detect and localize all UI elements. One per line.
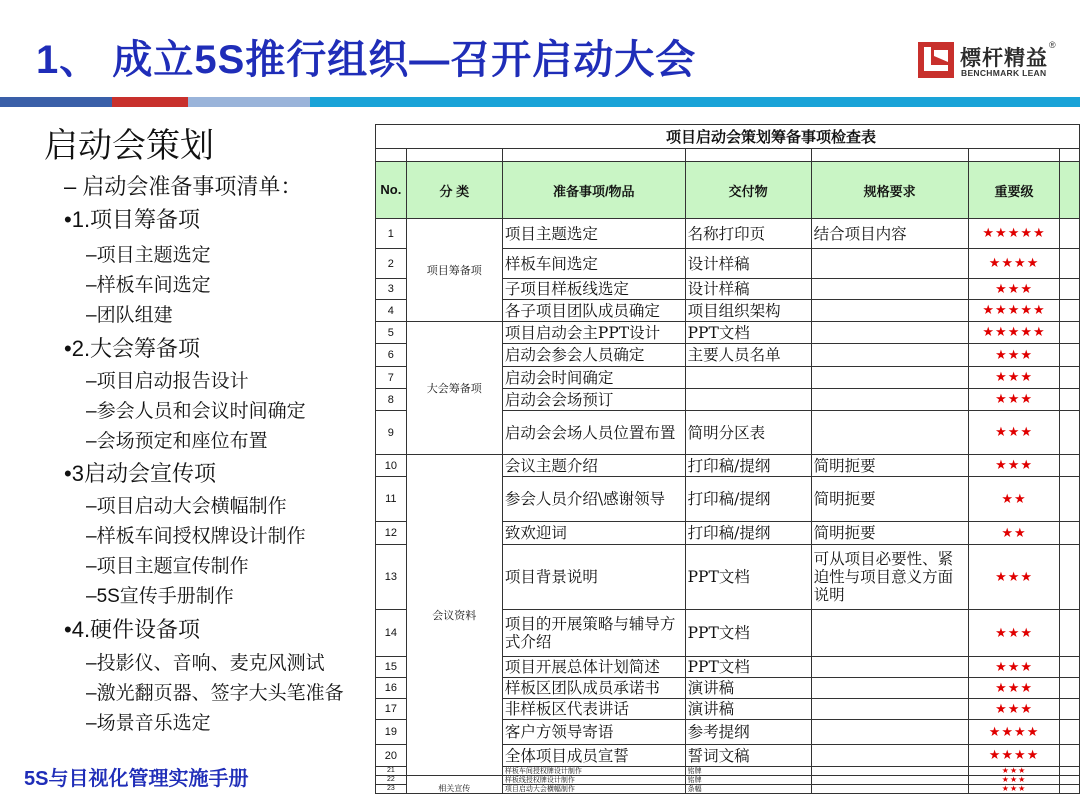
importance-stars: ★★★★ — [968, 249, 1059, 279]
table-spacer-row — [376, 149, 1080, 162]
checklist-table-container — [375, 124, 1080, 811]
spec-cell — [811, 745, 968, 767]
importance-stars: ★★ — [968, 477, 1059, 522]
importance-stars: ★★★ — [968, 367, 1059, 389]
deliverable-cell: 誓词文稿 — [685, 745, 811, 767]
importance-stars: ★★★ — [968, 699, 1059, 720]
checklist-item: –项目启动大会横幅制作 — [86, 496, 287, 517]
item-cell: 客户方领导寄语 — [502, 720, 685, 745]
deliverable-cell: 打印稿/提纲 — [685, 522, 811, 545]
row-number: 3 — [376, 279, 407, 300]
row-number: 2 — [376, 249, 407, 279]
extra-cell — [1060, 745, 1080, 767]
deliverable-cell: PPT文档 — [685, 657, 811, 678]
header-cell-extra — [1060, 162, 1080, 219]
extra-cell — [1060, 411, 1080, 455]
item-cell: 项目的开展策略与辅导方式介绍 — [502, 610, 685, 657]
deliverable-cell: 演讲稿 — [685, 699, 811, 720]
row-number: 14 — [376, 610, 407, 657]
extra-cell — [1060, 249, 1080, 279]
importance-stars: ★★★ — [968, 344, 1059, 367]
row-number: 5 — [376, 322, 407, 344]
item-cell: 样板线授权牌设计制作 — [502, 776, 685, 785]
extra-cell — [1060, 678, 1080, 699]
extra-cell — [1060, 545, 1080, 610]
extra-cell — [1060, 720, 1080, 745]
extra-cell — [1060, 767, 1080, 776]
row-number: 17 — [376, 699, 407, 720]
header-cell: No. — [376, 162, 407, 219]
importance-stars: ★★★ — [968, 678, 1059, 699]
spec-cell — [811, 720, 968, 745]
checklist-item: –样板车间授权牌设计制作 — [86, 526, 306, 547]
item-cell: 项目启动大会横幅制作 — [502, 785, 685, 794]
logo-chinese-text: 標杆精益 — [960, 47, 1048, 70]
spec-cell — [811, 657, 968, 678]
importance-stars: ★★★ — [968, 545, 1059, 610]
slide-title: 1、 成立5S推行组织—召开启动大会 — [36, 38, 697, 82]
importance-stars: ★★★ — [968, 455, 1059, 477]
spacer-cell — [376, 149, 407, 162]
item-cell: 项目主题选定 — [502, 219, 685, 249]
spec-cell — [811, 279, 968, 300]
deliverable-cell: 条幅 — [685, 785, 811, 794]
header-cell: 交付物 — [685, 162, 811, 219]
extra-cell — [1060, 389, 1080, 411]
importance-stars: ★★★★ — [968, 745, 1059, 767]
extra-cell — [1060, 279, 1080, 300]
checklist-item: –投影仪、音响、麦克风测试 — [86, 653, 325, 674]
checklist-item: •4.硬件设备项 — [64, 617, 201, 642]
table-title: 项目启动会策划筹备事项检查表 — [376, 125, 1080, 149]
item-cell: 样板区团队成员承诺书 — [502, 678, 685, 699]
spec-cell: 可从项目必要性、紧迫性与项目意义方面说明 — [811, 545, 968, 610]
spec-cell — [811, 776, 968, 785]
item-cell: 启动会时间确定 — [502, 367, 685, 389]
spec-cell — [811, 249, 968, 279]
item-cell: 启动会会场人员位置布置 — [502, 411, 685, 455]
row-number: 13 — [376, 545, 407, 610]
spacer-cell — [1060, 149, 1080, 162]
table-row — [376, 776, 1080, 785]
row-number: 16 — [376, 678, 407, 699]
item-cell: 启动会会场预订 — [502, 389, 685, 411]
deliverable-cell: 设计样稿 — [685, 279, 811, 300]
extra-cell — [1060, 699, 1080, 720]
extra-cell — [1060, 344, 1080, 367]
table-row — [376, 219, 1080, 249]
header-cell: 重要级 — [968, 162, 1059, 219]
importance-stars: ★★ — [968, 522, 1059, 545]
header-cell: 规格要求 — [811, 162, 968, 219]
row-number: 11 — [376, 477, 407, 522]
extra-cell — [1060, 657, 1080, 678]
item-cell: 参会人员介绍\感谢领导 — [502, 477, 685, 522]
row-number: 4 — [376, 300, 407, 322]
extra-cell — [1060, 219, 1080, 249]
checklist-item: –项目启动报告设计 — [86, 371, 249, 392]
spec-cell — [811, 367, 968, 389]
deliverable-cell: 铭牌 — [685, 767, 811, 776]
row-number: 20 — [376, 745, 407, 767]
deliverable-cell: PPT文档 — [685, 322, 811, 344]
item-cell: 启动会参会人员确定 — [502, 344, 685, 367]
footer-manual-title: 5S与目视化管理实施手册 — [24, 768, 249, 790]
checklist-item: –场景音乐选定 — [86, 713, 211, 734]
table-row — [376, 455, 1080, 477]
spec-cell — [811, 785, 968, 794]
spacer-cell — [685, 149, 811, 162]
importance-stars: ★★★ — [968, 785, 1059, 794]
importance-stars: ★★★★ — [968, 720, 1059, 745]
deliverable-cell: 打印稿/提纲 — [685, 455, 811, 477]
row-number: 23 — [376, 785, 407, 794]
extra-cell — [1060, 776, 1080, 785]
checklist-item: –样板车间选定 — [86, 275, 211, 296]
item-cell: 项目背景说明 — [502, 545, 685, 610]
item-cell: 样板车间授权牌设计制作 — [502, 767, 685, 776]
deliverable-cell — [685, 367, 811, 389]
deliverable-cell: PPT文档 — [685, 610, 811, 657]
logo-mark-icon — [918, 42, 954, 78]
spec-cell — [811, 300, 968, 322]
spec-cell: 简明扼要 — [811, 477, 968, 522]
spec-cell: 简明扼要 — [811, 455, 968, 477]
item-cell: 各子项目团队成员确定 — [502, 300, 685, 322]
spec-cell — [811, 767, 968, 776]
spacer-cell — [502, 149, 685, 162]
deliverable-cell: 简明分区表 — [685, 411, 811, 455]
spec-cell — [811, 699, 968, 720]
registered-mark: ® — [1049, 40, 1056, 50]
deliverable-cell: 设计样稿 — [685, 249, 811, 279]
checklist-item: –会场预定和座位布置 — [86, 431, 268, 452]
deliverable-cell — [685, 389, 811, 411]
importance-stars: ★★★★★ — [968, 219, 1059, 249]
checklist-item: –5S宣传手册制作 — [86, 586, 234, 607]
item-cell: 样板车间选定 — [502, 249, 685, 279]
spacer-cell — [811, 149, 968, 162]
spec-cell — [811, 678, 968, 699]
extra-cell — [1060, 477, 1080, 522]
deliverable-cell: 参考提纲 — [685, 720, 811, 745]
table-header-row — [376, 162, 1080, 219]
checklist-item: •2.大会筹备项 — [64, 336, 201, 361]
extra-cell — [1060, 610, 1080, 657]
logo-english-text: BENCHMARK LEAN — [961, 68, 1047, 78]
deliverable-cell: 铭牌 — [685, 776, 811, 785]
header-cell: 分 类 — [406, 162, 502, 219]
deliverable-cell: 项目组织架构 — [685, 300, 811, 322]
header-cell: 准备事项/物品 — [502, 162, 685, 219]
spacer-cell — [406, 149, 502, 162]
item-cell: 子项目样板线选定 — [502, 279, 685, 300]
header-bar-segment-2 — [112, 97, 188, 107]
checklist-item: –激光翻页器、签字大头笔准备 — [86, 683, 344, 704]
checklist-item: –参会人员和会议时间确定 — [86, 401, 306, 422]
spec-cell — [811, 322, 968, 344]
spec-cell: 简明扼要 — [811, 522, 968, 545]
table-title-row — [376, 125, 1080, 149]
deliverable-cell: PPT文档 — [685, 545, 811, 610]
item-cell: 会议主题介绍 — [502, 455, 685, 477]
extra-cell — [1060, 522, 1080, 545]
header-bar-segment-4 — [310, 97, 1080, 107]
category-cell: 会议资料 — [406, 455, 502, 776]
importance-stars: ★★★ — [968, 389, 1059, 411]
spec-cell: 结合项目内容 — [811, 219, 968, 249]
row-number: 19 — [376, 720, 407, 745]
spec-cell — [811, 389, 968, 411]
section-heading: 启动会策划 — [44, 127, 214, 165]
row-number: 12 — [376, 522, 407, 545]
header-bar-segment-1 — [0, 97, 112, 107]
spec-cell — [811, 411, 968, 455]
extra-cell — [1060, 367, 1080, 389]
checklist-table — [375, 124, 1080, 794]
row-number: 7 — [376, 367, 407, 389]
checklist-item: •1.项目筹备项 — [64, 207, 201, 232]
importance-stars: ★★★★★ — [968, 300, 1059, 322]
importance-stars: ★★★ — [968, 411, 1059, 455]
row-number: 15 — [376, 657, 407, 678]
importance-stars: ★★★ — [968, 767, 1059, 776]
row-number: 8 — [376, 389, 407, 411]
spec-cell — [811, 610, 968, 657]
benchmark-lean-logo — [918, 40, 1058, 84]
row-number: 1 — [376, 219, 407, 249]
item-cell: 致欢迎词 — [502, 522, 685, 545]
checklist-item: – 启动会准备事项清单： — [64, 174, 303, 199]
deliverable-cell: 演讲稿 — [685, 678, 811, 699]
checklist-item: •3启动会宣传项 — [64, 461, 216, 486]
category-cell: 相关宣传 — [406, 776, 502, 794]
spec-cell — [811, 344, 968, 367]
item-cell: 全体项目成员宣誓 — [502, 745, 685, 767]
checklist-item: –项目主题选定 — [86, 245, 211, 266]
category-cell: 大会筹备项 — [406, 322, 502, 455]
importance-stars: ★★★★★ — [968, 322, 1059, 344]
importance-stars: ★★★ — [968, 279, 1059, 300]
spacer-cell — [968, 149, 1059, 162]
header-bar-segment-3 — [188, 97, 310, 107]
extra-cell — [1060, 455, 1080, 477]
checklist-item: –团队组建 — [86, 305, 173, 326]
row-number: 9 — [376, 411, 407, 455]
row-number: 10 — [376, 455, 407, 477]
importance-stars: ★★★ — [968, 610, 1059, 657]
item-cell: 项目开展总体计划简述 — [502, 657, 685, 678]
row-number: 22 — [376, 776, 407, 785]
extra-cell — [1060, 300, 1080, 322]
deliverable-cell: 主要人员名单 — [685, 344, 811, 367]
deliverable-cell: 打印稿/提纲 — [685, 477, 811, 522]
importance-stars: ★★★ — [968, 657, 1059, 678]
item-cell: 非样板区代表讲话 — [502, 699, 685, 720]
checklist-item: –项目主题宣传制作 — [86, 556, 249, 577]
row-number: 6 — [376, 344, 407, 367]
category-cell: 项目筹备项 — [406, 219, 502, 322]
deliverable-cell: 名称打印页 — [685, 219, 811, 249]
extra-cell — [1060, 785, 1080, 794]
importance-stars: ★★★ — [968, 776, 1059, 785]
extra-cell — [1060, 322, 1080, 344]
item-cell: 项目启动会主PPT设计 — [502, 322, 685, 344]
table-row — [376, 322, 1080, 344]
row-number: 21 — [376, 767, 407, 776]
